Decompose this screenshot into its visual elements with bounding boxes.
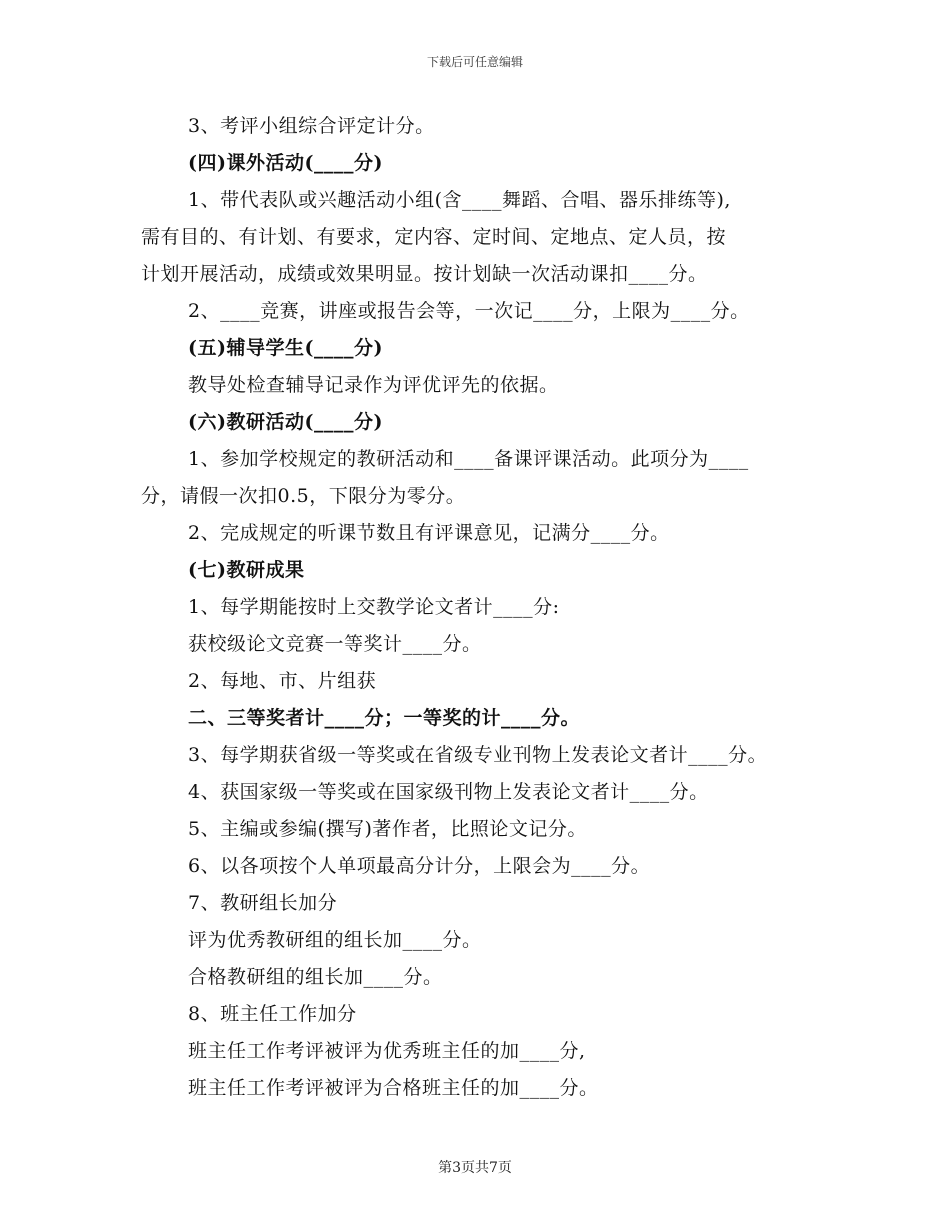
text-line: 班主任工作考评被评为优秀班主任的加____分,: [188, 1040, 586, 1062]
text-line: 2、____竞赛，讲座或报告会等，一次记____分，上限为____分。: [188, 300, 750, 322]
page-header: 下载后可任意编辑: [426, 55, 523, 69]
text-line: 需有目的、有计划、有要求，定内容、定时间、定地点、定人员，按: [141, 226, 727, 248]
text-line: 2、每地、市、片组获: [188, 670, 377, 692]
text-line: 5、主编或参编(撰写)著作者，比照论文记分。: [188, 818, 587, 840]
page-footer: 第3页共7页: [438, 1160, 512, 1176]
text-line: 班主任工作考评被评为合格班主任的加____分。: [188, 1077, 599, 1099]
text-line: 8、班主任工作加分: [188, 1003, 357, 1025]
text-line: 计划开展活动，成绩或效果明显。按计划缺一次活动课扣____分。: [141, 263, 708, 285]
section-heading: (六)教研活动(____分): [188, 411, 383, 433]
text-line: 1、带代表队或兴趣活动小组(含____舞蹈、合唱、器乐排练等),: [188, 189, 731, 211]
text-line: 1、参加学校规定的教研活动和____备课评课活动。此项分为____: [188, 448, 749, 470]
text-line: 合格教研组的组长加____分。: [188, 966, 443, 988]
text-line: 教导处检查辅导记录作为评优评先的依据。: [188, 374, 559, 396]
text-line: 3、每学期获省级一等奖或在省级专业刊物上发表论文者计____分。: [188, 744, 768, 766]
text-line: 3、考评小组综合评定计分。: [188, 115, 435, 137]
section-heading: 二、三等奖者计____分；一等奖的计____分。: [188, 707, 581, 729]
text-line: 分，请假一次扣0.5，下限分为零分。: [141, 485, 466, 507]
text-line: 评为优秀教研组的组长加____分。: [188, 929, 482, 951]
text-line: 4、获国家级一等奖或在国家级刊物上发表论文者计____分。: [188, 781, 709, 803]
text-line: 6、以各项按个人单项最高分计分，上限会为____分。: [188, 855, 651, 877]
text-line: 2、完成规定的听课节数且有评课意见，记满分____分。: [188, 522, 670, 544]
document-body: [141, 108, 831, 1107]
text-line: 1、每学期能按时上交教学论文者计____分:: [188, 596, 560, 618]
section-heading: (五)辅导学生(____分): [188, 337, 383, 359]
text-line: 7、教研组长加分: [188, 892, 338, 914]
text-line: 获校级论文竞赛一等奖计____分。: [188, 633, 482, 655]
section-heading: (七)教研成果: [188, 559, 305, 581]
section-heading: (四)课外活动(____分): [188, 152, 383, 174]
